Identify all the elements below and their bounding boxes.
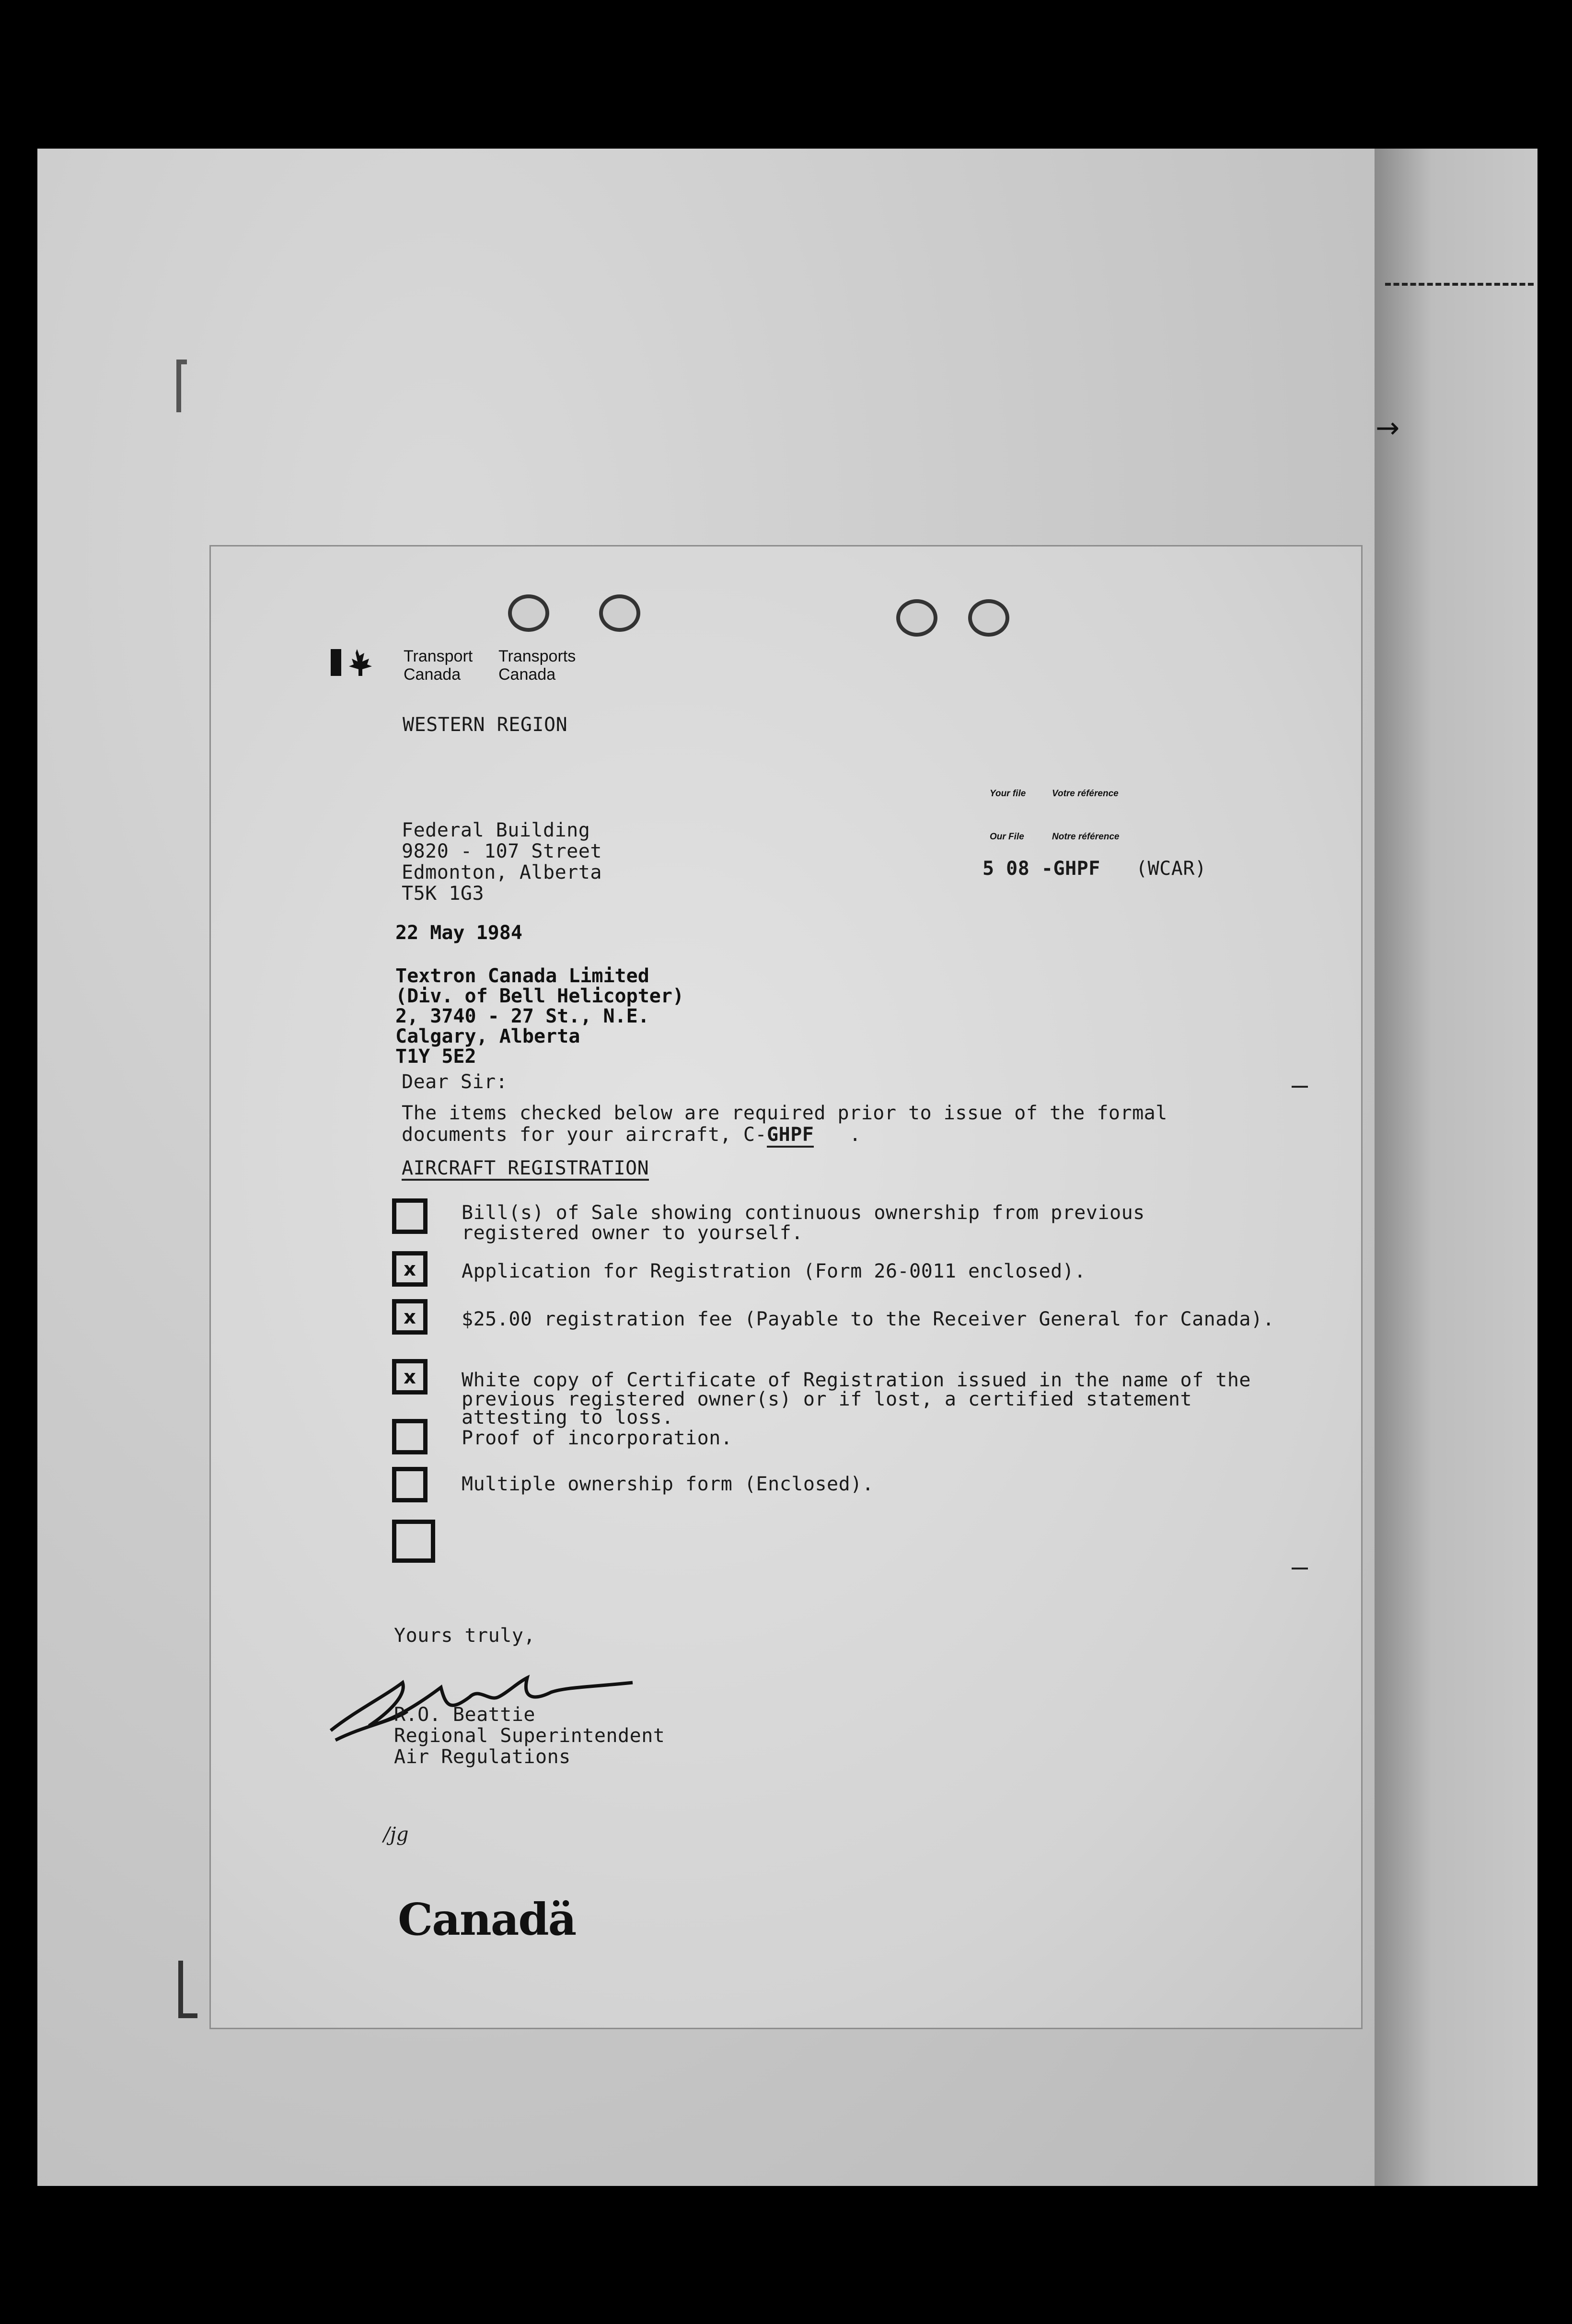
checkbox[interactable]: x	[392, 1251, 428, 1287]
punch-hole	[968, 599, 1009, 637]
signatory-title: Regional Superintendent	[394, 1725, 665, 1747]
our-file-label-fr: Notre référence	[1052, 832, 1120, 842]
recipient-line: (Div. of Bell Helicopter)	[395, 985, 684, 1007]
recipient-line: 2, 3740 - 27 St., N.E.	[395, 1005, 649, 1027]
closing: Yours truly,	[394, 1625, 535, 1647]
punch-hole	[508, 594, 549, 632]
checkbox[interactable]	[392, 1419, 428, 1454]
aircraft-registration-mark: GHPF	[767, 1124, 814, 1148]
crop-bracket-bottom	[178, 1961, 197, 2018]
our-file-label-en: Our File	[990, 832, 1024, 842]
checkbox[interactable]	[392, 1467, 428, 1502]
section-heading: AIRCRAFT REGISTRATION	[402, 1158, 649, 1181]
agency-name-en: Transport Canada	[404, 647, 473, 684]
signatory-division: Air Regulations	[394, 1746, 571, 1768]
recipient-line: Calgary, Alberta	[395, 1025, 580, 1047]
arrow-icon: →	[1376, 411, 1400, 445]
agency-name-fr: Transports Canada	[498, 647, 576, 684]
your-file-label-en: Your file	[990, 789, 1026, 799]
sender-address	[402, 820, 602, 904]
office-code: (WCAR)	[1136, 858, 1207, 880]
our-file-number: 5 08 -GHPF	[982, 858, 1100, 880]
salutation: Dear Sir:	[402, 1071, 508, 1093]
margin-tick	[1292, 1086, 1308, 1088]
signature-block	[394, 1704, 665, 1767]
adjacent-page-edge	[1375, 149, 1537, 2186]
signatory-name: R.O. Beattie	[394, 1704, 535, 1726]
checkbox[interactable]	[392, 1198, 428, 1234]
letter-page: Transport Canada Transports Canada WESTERN REGION Your file Votre référence Our File Notre référence 5 08 -GHPF (WCAR) Federal Building 9820 - 107 Street Edmonton, Alberta T5K 1G3 22 May 1984 Textron Canada Limited (Div. of Bell Helicopter) 2, 3740 - 27 St., N.E. Calgary, Alberta T1Y 5E2 Dear Sir: The items checked below are required prior to issue of the formal documents for your aircraft, C-GHPF . AIRCRAFT REGISTRATION Bill(s) of Sale showing continuous ownership from previous registered owner to yourself. x Application for Registration (Form 26-0011 enclosed). x $25.00 registration fee (Payable to the Receiver General for Canada). x White copy of Certificate of Registration issued in the name of the previous registered owner(s) or if lost, a certified statement attesting to loss. Proof of incorporation. Multiple ownership form (Enclosed). Yours truly, R.O. Beattie Regional Superintendent Air Regulations /jg	[211, 546, 1361, 2028]
dashed-line	[1385, 283, 1534, 286]
checkbox[interactable]: x	[392, 1299, 428, 1335]
intro-line-2: documents for your aircraft, C-GHPF .	[402, 1124, 861, 1145]
canada-flag-icon	[331, 647, 383, 678]
crop-bracket-top	[176, 360, 187, 412]
region-heading: WESTERN REGION	[403, 714, 568, 736]
checkbox[interactable]: x	[392, 1359, 428, 1394]
your-file-label-fr: Votre référence	[1052, 789, 1119, 799]
recipient-address	[395, 966, 684, 1067]
letter-date: 22 May 1984	[395, 922, 522, 944]
margin-tick	[1292, 1568, 1308, 1569]
punch-hole	[599, 594, 640, 632]
address-line: 9820 - 107 Street	[402, 840, 602, 862]
recipient-line: T1Y 5E2	[395, 1046, 476, 1068]
typist-initials: /jg	[383, 1824, 409, 1846]
punch-hole	[896, 599, 937, 637]
address-line: Edmonton, Alberta	[402, 861, 602, 883]
canada-wordmark: Canadä	[398, 1894, 576, 1945]
recipient-line: Textron Canada Limited	[395, 965, 649, 987]
checkbox[interactable]	[392, 1520, 435, 1563]
address-line: T5K 1G3	[402, 883, 485, 905]
address-line: Federal Building	[402, 819, 590, 841]
intro-line-1: The items checked below are required prior to issue of the formal	[402, 1102, 1167, 1124]
